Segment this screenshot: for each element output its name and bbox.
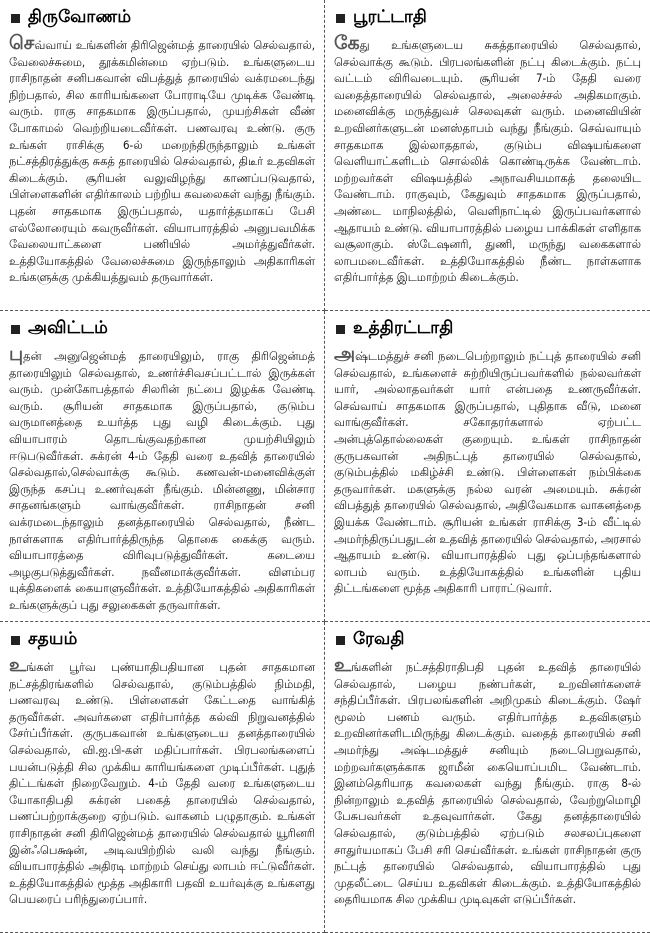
section-body [9, 343, 315, 614]
drop-cap: செ [9, 32, 35, 54]
drop-cap: உ [9, 654, 27, 676]
section-body [334, 654, 641, 908]
section-body [9, 32, 315, 286]
section-revathi [325, 622, 650, 933]
section-body [334, 343, 641, 597]
square-bullet-icon [11, 636, 20, 645]
drop-cap: அ [334, 343, 356, 365]
section-text: ஷ்டமத்துச் சனி நடைபெற்றாலும் நட்புத் தாரையில் சனி செல்வதால், உங்களைச் சுற்றியிருப்பவர்களில் நல்லவர்கள் யார், அல்லாதவர்கள் யார் என்பதை உணருவீர்கள். செவ்வாய் சாதகமாக இருப்பதால், புதிதாக வீடு, மனை வாங்குவீர்கள். சகோதரர்களால் ஏற்பட்ட அன்புத்தொல்லைகள் குறையும். உங்கள் ராசிநாதன் குருபகவான் அதிநட்புத் தாரையில் செல்வதால், குடும்பத்தில் மகிழ்ச்சி உண்டு. பிள்ளைகள் நம்பிக்கை தருவார்கள். மகளுக்கு நல்ல வரன் அமையும். சுக்ரன் விபத்துத் தாரையில் செல்வதால், அதிவேகமாக வாகனத்தை இயக்க வேண்டாம். சூரியன் உங்கள் ராசிக்கு 3-ம் வீட்டில் அமர்ந்திருப்பதுடன் உதவித் தாரையில் செல்வதால், அரசால் ஆதாயம் உண்டு. வியாபாரத்தில் புது ஒப்பந்தங்களால் லாபம் வரும். உத்தியோகத்தில் உங்களின் புதிய திட்டங்களை மூத்த அதிகாரி பாராட்டுவார். [334, 349, 641, 596]
section-body [9, 654, 315, 908]
square-bullet-icon [11, 14, 20, 23]
section-uthirattathi [325, 311, 650, 622]
section-text: வ்வாய் உங்களின் திரிஜென்மத் தாரையில் செல்வதால், வேலைச்சுமை, தூக்கமின்மை ஏற்படும். உங்களுடைய ராசிநாதன் சனிபகவான் விபத்துத் தாரையில் வக்ரமடைந்து நிற்பதால், சில காரியங்களை போராடியே முடிக்க வேண்டி வரும். ராகு சாதகமாக இருப்பதால், முயற்சிகள் வீண் போகாமல் வெற்றியடைவீர்கள். பணவரவு உண்டு. குரு உங்கள் ராசிக்கு 6-ல் மறைந்திருந்தாலும் உங்கள் நட்சத்திரத்துக்கு சுகத் தாரையில் செல்வதால், திடீர் உதவிகள் கிடைக்கும். சூரியன் வலுவிழந்து காணப்படுவதால், பிள்ளைகளின் எதிர்காலம் பற்றிய கவலைகள் வந்து நீங்கும். புதன் சாதகமாக இருப்பதால், யதார்த்தமாகப் பேசி எல்லோரையும் கவருவீர்கள். வியாபாரத்தில் அனுபவமிக்க வேலையாட்களை பணியில் அமர்த்துவீர்கள். உத்தியோகத்தில் வேலைச்சுமை இருந்தாலும் அதிகாரிகள் உங்களுக்கு முக்கியத்துவம் தருவார்கள். [9, 38, 315, 285]
section-title: ரேவதி [353, 629, 405, 649]
section-title: திருவோணம் [28, 7, 132, 27]
section-text: து உங்களுடைய சுகத்தாரையில் செல்வதால், செல்வாக்கு கூடும். பிரபலங்களின் நட்பு கிடைக்கும். நட்பு வட்டம் விரிவடையும். சூரியன் 7-ம் தேதி வரை வதைத்தாரையில் செல்வதால், அலைச்சல் அதிகமாகும். மனைவிக்கு மருத்துவச் செலவுகள் வரும். மனைவியின் உறவினர்களுடன் மனஸ்தாபம் வந்து நீங்கும். செவ்வாயும் சாதகமாக இல்லாததால், குடும்ப விஷயங்களை வெளியாட்களிடம் சொல்லிக் கொண்டிருக்க வேண்டாம். மற்றவர்கள் விஷயத்தில் அநாவசியமாகத் தலையிட வேண்டாம். ராகுவும், கேதுவும் சாதகமாக இருப்பதால், அண்டை மாநிலத்தில், வெளிநாட்டில் இருப்பவர்களால் ஆதாயம் உண்டு. வியாபாரத்தில் பழைய பாக்கிகள் எளிதாக வசூலாகும். ஸ்டேஷனரி, துணி, மருந்து வகைகளால் லாபமடைவீர்கள். உத்தியோகத்தில் நீண்ட நாள்களாக எதிர்பார்த்த இடமாற்றம் கிடைக்கும். [334, 38, 641, 285]
section-text: தன் அனுஜென்மத் தாரையிலும், ராகு திரிஜென்மத் தாரையிலும் செல்வதால், உணர்ச்சிவசப்பட்டால் இருக்கள் வரும். முன்கோபத்தால் சிலரின் நட்பை இழக்க வேண்டி வரும். சூரியன் சாதகமாக இருப்பதால், குடும்ப வருமானத்தை உயர்த்த புது வழி கிடைக்கும். புது வியாபாரம் தொடங்குவதற்கான முயற்சியிலும் ஈடுபடுவீர்கள். சுக்ரன் 4-ம் தேதி வரை உதவித் தாரையில் செல்வதால்,செல்வாக்கு கூடும். கணவன்-மனைவிக்குள் இருந்த கசப்பு உணர்வுகள் நீங்கும். மின்னணு, மின்சார சாதனங்களும் வாங்குவீர்கள். ராசிநாதன் சனி வக்ரமடைந்தாலும் தனத்தாரையில் செல்வதால், நீண்ட நாள்களாக எதிர்பார்த்திருந்த தொகை கைக்கு வரும். வியாபாரத்தை விரிவுபடுத்துவீர்கள். கடையை அழகுபடுத்துவீர்கள். நவீனமாக்குவீர்கள். விளம்பர யுக்திகளைக் கையாளுவீர்கள். உத்தியோகத்தில் அதிகாரிகள் உங்களுக்குப் புது சலுகைகள் தருவார்கள். [9, 349, 315, 612]
section-header [334, 6, 641, 30]
square-bullet-icon [336, 14, 345, 23]
section-title: பூரட்டாதி [353, 7, 428, 27]
section-header [334, 317, 641, 341]
drop-cap: உ [334, 654, 352, 676]
section-header [9, 317, 315, 341]
drop-cap: கே [334, 32, 360, 54]
section-title: சதயம் [28, 629, 78, 649]
section-header [9, 628, 315, 652]
square-bullet-icon [336, 636, 345, 645]
section-header [334, 628, 641, 652]
section-body [334, 32, 641, 286]
drop-cap: பு [9, 343, 24, 365]
section-text: ங்கள் பூர்வ புண்யாதிபதியான புதன் சாதகமான நட்சத்திரங்களில் செல்வதால், குடும்பத்தில் நிம்மதி, பணவரவு உண்டு. பிள்ளைகள் கேட்டதை வாங்கித் தருவீர்கள். அவர்களை எதிர்பார்த்த கல்வி நிறுவனத்தில் சேர்ப்பீர்கள். குருபகவான் உங்களுடைய தனத்தாரையில் செல்வதால், வி.ஐ.பி-கள் மதிப்பார்கள். பிரபலங்களைப் பயன்படுத்தி சில முக்கிய காரியங்களை முடிப்பீர்கள். புதுத் திட்டங்கள் நிறைவேறும். 4-ம் தேதி வரை உங்களுடைய யோகாதிபதி சுக்ரன் பகைத் தாரையில் செல்வதால், பணப்பற்றாக்குறை ஏற்படும். வாகனம் பழுதாகும். உங்கள் ராசிநாதன் சனி திரிஜென்மத் தாரையில் செல்வதால் யூரினரி இன்ஃபெக்ஷன், அடிவயிற்றில் வலி வந்து நீங்கும். வியாபாரத்தில் அதிரடி மாற்றம் செய்து லாபம் ஈட்டுவீர்கள். உத்தியோகத்தில் மூத்த அதிகாரி பதவி உயர்வுக்கு உங்களது பெயரைப் பரிந்துரைப்பார். [9, 660, 315, 907]
section-title: அவிட்டம் [28, 318, 108, 338]
square-bullet-icon [336, 325, 345, 334]
section-sathayam [0, 622, 325, 933]
section-avittam [0, 311, 325, 622]
section-thiruvonam [0, 0, 325, 311]
square-bullet-icon [11, 325, 20, 334]
section-text: ங்களின் நட்சத்திராதிபதி புதன் உதவித் தாரையில் செல்வதால், பழைய நண்பர்கள், உறவினர்களைச் சந்திப்பீர்கள். பிரபலங்களின் அறிமுகம் கிடைக்கும். ஷேர் மூலம் பணம் வரும். எதிர்பார்த்த உதவிகளும் உறவினர்களிடமிருந்து கிடைக்கும். வதைத் தாரையில் சனி அமர்ந்து அஷ்டமத்துச் சனியும் நடைபெறுவதால், மற்றவர்களுக்காக ஜாமீன் கையொப்பமிட வேண்டாம். இனம்தெரியாத கவலைகள் வந்து நீங்கும். ராகு 8-ல் நின்றாலும் உதவித் தாரையில் செல்வதால், வேற்றுமொழி பேசுபவர்கள் உதவுவார்கள். கேது தனத்தாரையில் செல்வதால், குடும்பத்தில் ஏற்படும் சலசலப்புகளை சாதுர்யமாகப் பேசி சரி செய்வீர்கள். உங்கள் ராசிநாதன் குரு நட்புத் தாரையில் செல்வதால், வியாபாரத்தில் புது முதலீட்டை செய்ய உதவிகள் கிடைக்கும். உத்தியோகத்தில் தைரியமாக சில முக்கிய முடிவுகள் எடுப்பீர்கள். [334, 660, 641, 907]
section-poorattathi [325, 0, 650, 311]
section-title: உத்திரட்டாதி [353, 318, 454, 338]
section-header [9, 6, 315, 30]
